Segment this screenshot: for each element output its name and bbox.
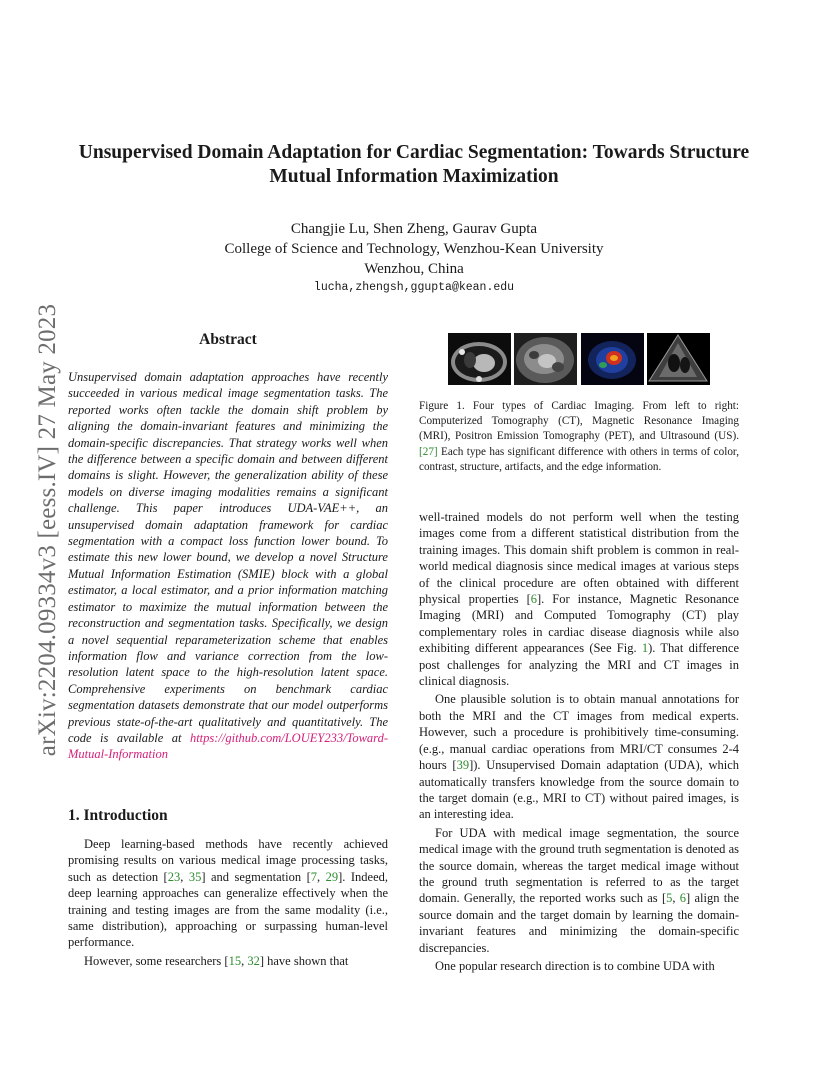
intro-paragraph-1: Deep learning-based methods have recently achieved promising results on various medical image processing tasks, such as detection [23, 35] and segmentation [7, 29]. Indeed, deep learning approaches can generalize effectively when the training and testing images are from the same modality (i.e., same distribution), approaching or surpassing human-level performance. xyxy=(68,837,389,950)
intro-paragraph-2: However, some researchers [15, 32] have shown that xyxy=(84,953,349,968)
figure-1-images xyxy=(448,333,710,385)
citation-link[interactable]: [27] xyxy=(419,445,438,458)
citation-link[interactable]: 35 xyxy=(188,869,202,884)
citation-link[interactable]: 6 xyxy=(679,891,687,906)
author-names: Changjie Lu, Shen Zheng, Gaurav Gupta xyxy=(290,221,538,237)
title-line-2: Mutual Information Maximization xyxy=(269,166,559,187)
author-email: lucha,zhengsh,ggupta@kean.edu xyxy=(313,281,515,294)
location: Wenzhou, China xyxy=(364,261,464,277)
right-paragraph-1: well-trained models do not perform well when the testing images come from a different statistical distribution from the training images. This domain shift problem is common in real-world medical diagnosis since medical images at various steps of the clinical procedure are often obtained with different physical properties [6]. For instance, Magnetic Resonance Imaging (MRI) and Computed Tomography (CT) play complementary roles in cardiac disease diagnosis while also exhibiting different appearances (See Fig. 1). That difference post challenges for analyzing the MRI and CT images in clinical diagnosis. xyxy=(419,510,739,689)
citation-link[interactable]: 15 xyxy=(228,953,242,968)
figure-1-caption: Figure 1. Four types of Cardiac Imaging. From left to right: Computerized Tomography (CT), Magnetic Resonance Imaging (MRI), Positron Emission Tomography (PET), and Ultrasound (US). [27] Each type has significant difference with others in terms of color, contrast, structure, artifacts, and the edge information. xyxy=(419,400,739,473)
intro-left-column xyxy=(68,836,388,969)
paper-title xyxy=(40,141,788,189)
right-paragraph-3: For UDA with medical image segmentation, the source medical image with the ground truth segmentation is denoted as the source domain, whereas the target medical image without the ground truth segmentation is referred to as the target domain. Generally, the reported works such as [5, 6] align the source domain and the target domain by learning the domain-invariant features and minimizing the domain-specific discrepancies. xyxy=(419,825,739,955)
citation-link[interactable]: 7 xyxy=(310,869,318,884)
citation-link[interactable]: 6 xyxy=(530,592,537,607)
citation-link[interactable]: 23 xyxy=(167,869,181,884)
citation-link[interactable]: 32 xyxy=(247,953,260,968)
intro-right-column xyxy=(419,509,739,974)
section-heading-introduction: 1. Introduction xyxy=(68,807,168,824)
title-line-1: Unsupervised Domain Adaptation for Cardiac Segmentation: Towards Structure xyxy=(78,142,750,163)
right-paragraph-2: One plausible solution is to obtain manual annotations for both the MRI and the CT images from medical experts. However, such a procedure is prohibitively time-consuming. (e.g., manual cardiac operations from MRI/CT consumes 2-4 hours [39]). Unsupervised Domain adaptation (UDA), which automatically transfers knowledge from the source domain to the target domain (e.g., MRI to CT) without paired images, is an interesting idea. xyxy=(419,692,739,822)
abstract-body xyxy=(68,369,388,763)
mri-scan-thumbnail xyxy=(514,333,577,385)
ultrasound-thumbnail xyxy=(647,333,710,385)
figure-reference-link[interactable]: 1 xyxy=(641,641,649,656)
right-paragraph-4: One popular research direction is to combine UDA with xyxy=(435,958,715,973)
abstract-heading: Abstract xyxy=(199,331,257,348)
ct-scan-thumbnail xyxy=(448,333,511,385)
citation-link[interactable]: 5 xyxy=(666,891,673,906)
pet-scan-thumbnail xyxy=(581,333,644,385)
affiliation: College of Science and Technology, Wenzhou-Kean University xyxy=(224,241,604,257)
author-block xyxy=(0,219,828,279)
citation-link[interactable]: 39 xyxy=(456,758,470,773)
abstract-text: Unsupervised domain adaptation approaches have recently succeeded in various medical image segmentation tasks. The reported works often tackle the domain shift problem by aligning the domain-invariant features and minimizing the domain-specific discrepancies. That strategy works well when the difference between a specific domain and between different domains is slight. However, the generalization ability of these models on diverse imaging modalities remains a significant challenge. This paper introduces UDA-VAE++, an unsupervised domain adaptation framework for cardiac segmentation with a compact loss function lower bound. To estimate this new lower bound, we develop a novel Structure Mutual Information Estimation (SMIE) block with a global estimator, a local estimator, and a prior information matching estimator to maximize the mutual information between the reconstruction and segmentation tasks. Specifically, we design a novel sequential reparameterization scheme that enables information flow and variance correction from the low-resolution latent space to the high-resolution latent space. Comprehensive experiments on benchmark cardiac segmentation datasets demonstrate that our model outperforms previous state-of-the-art qualitatively and quantitatively. The code is available at xyxy=(68,370,388,745)
code-link[interactable]: https://github.com/LOUEY233/Toward-Mutual-Information xyxy=(68,730,388,762)
citation-link[interactable]: 29 xyxy=(325,869,339,884)
arxiv-identifier: arXiv:2204.09334v3 [eess.IV] 27 May 2023 xyxy=(34,303,61,757)
